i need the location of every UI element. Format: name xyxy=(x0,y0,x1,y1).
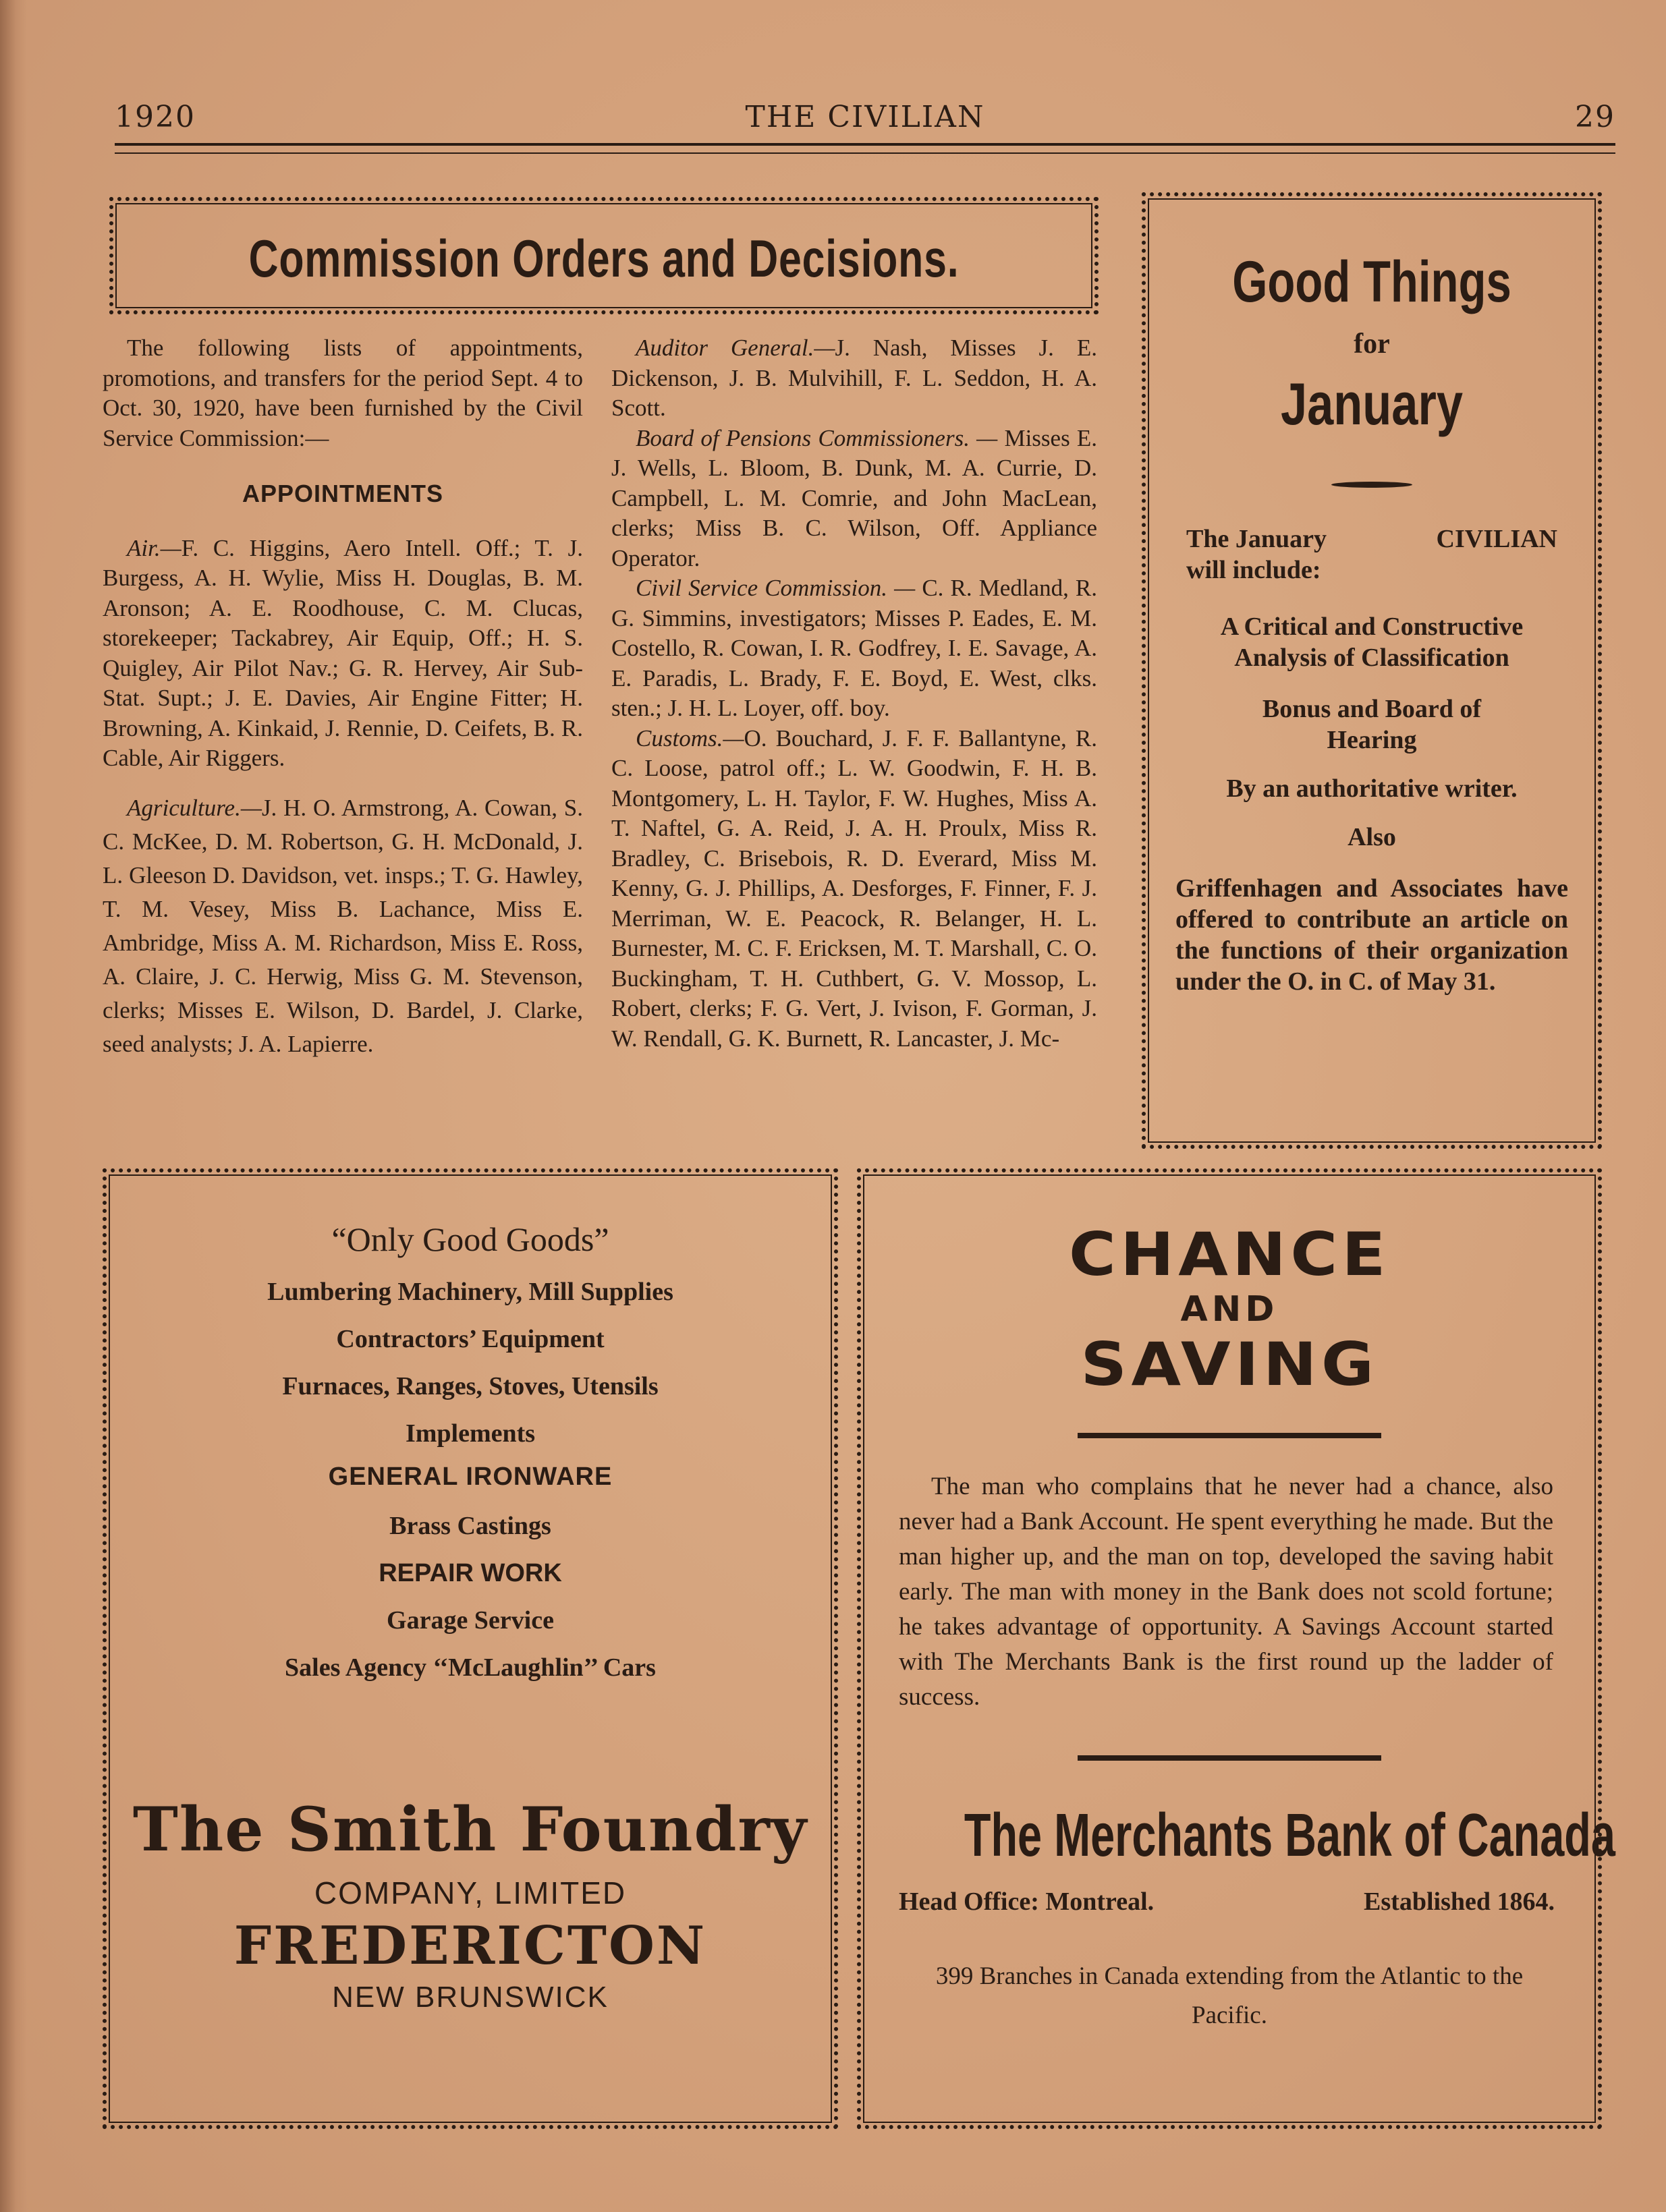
entry-dept: Agriculture.— xyxy=(127,794,262,821)
bank-saving-heading: SAVING xyxy=(1080,1330,1379,1399)
commission-intro: The following lists of appointments, promotions, and transfers for the period Sept. 4 to Oct. 30, 1920, have been furnished by the Civil Service Commission:— xyxy=(103,335,583,451)
smith-slogan: “Only Good Goods” xyxy=(331,1220,609,1258)
intro-include: will include: xyxy=(1186,556,1321,584)
entry-dept: Civil Service Commission. — xyxy=(636,575,916,601)
intro-lead: The January xyxy=(1186,525,1327,553)
bank-divider xyxy=(1078,1433,1381,1438)
running-head xyxy=(115,94,1615,139)
good-things-title: Good Things xyxy=(1232,250,1511,314)
smith-line: Sales Agency ‘‘McLaughlin’’ Cars xyxy=(285,1653,656,1682)
bank-established: Established 1864. xyxy=(1364,1888,1555,1916)
entry-text: Misses E. J. Wells, L. Bloom, B. Dunk, M. A. Currie, D. Campbell, L. M. Comrie, and John MacLean, clerks; Miss B. C. Wilson, Off. Appliance Operator. xyxy=(611,424,1097,571)
commission-title: Commission Orders and Decisions. xyxy=(248,229,960,288)
good-things-also: Also xyxy=(1348,823,1396,851)
bank-and-heading: AND xyxy=(1180,1289,1279,1330)
smith-line: Lumbering Machinery, Mill Supplies xyxy=(267,1278,673,1306)
bank-info-row xyxy=(861,1887,1598,1917)
entry-text: C. R. Medland, R. G. Simmins, investigators; Misses P. Eades, E. M. Costello, R. Cowan, I. R. Godfrey, I. E. Savage, A. E. Paradis, L. Brady, F. E. Boyd, E. West, clks. sten.; J. H. L. Loyer, off. boy. xyxy=(611,575,1097,721)
ornament-divider xyxy=(1146,479,1598,492)
entry-agriculture xyxy=(103,791,583,1061)
entry-text: O. Bouchard, J. F. F. Ballantyne, R. C. Loose, patrol off.; L. W. Goodwin, F. H. B. Montgomery, L. H. Taylor, F. W. Hughes, Miss A. T. Naftel, G. A. Reid, J. A. H. Proulx, Miss R. Bradley, C. Brisebois, R. D. Everard, Miss M. Kenny, G. J. Phillips, A. Desforges, F. Finner, F. J. Merriman, W. E. Peacock, R. Belanger, H. L. Burnester, M. C. F. Ericksen, M. T. Marshall, C. O. Buckingham, T. H. Cuthbert, G. V. Mossop, L. Robert, clerks; F. G. Vert, J. Ivison, F. Gorman, J. W. Rendall, G. K. Burnett, R. Lancaster, J. Mc- xyxy=(611,725,1097,1052)
smith-city: FREDERICTON xyxy=(233,1915,707,1977)
smith-line: REPAIR WORK xyxy=(379,1559,562,1587)
good-things-byline: By an authoritative writer. xyxy=(1226,774,1518,803)
entry-civil-service-commission xyxy=(611,573,1097,724)
entry-board-pensions xyxy=(611,424,1097,574)
good-things-month: January xyxy=(1280,370,1464,437)
good-things-item-2: Bonus and Board of Hearing xyxy=(1262,695,1482,754)
entry-dept: Customs.— xyxy=(636,725,744,751)
header-page-number: 29 xyxy=(1575,100,1615,134)
good-things-item-1: A Critical and Constructive Analysis of Classification xyxy=(1220,613,1524,672)
smith-general-ironware: GENERAL IRONWARE xyxy=(328,1463,613,1491)
entry-auditor-general xyxy=(611,333,1097,424)
entry-text: F. C. Higgins, Aero Intell. Off.; T. J. Burgess, A. H. Wylie, Miss H. Douglas, B. M. Aronson; A. E. Roodhouse, C. M. Clucas, storekeeper; Tackabrey, Air Equip, Off.; H. S. Quigley, Air Pilot Nav.; G. R. Hervey, Air Sub-Stat. Supt.; J. E. Davies, Air Engine Fitter; H. Browning, A. Kinkaid, J. Rennie, D. Ceifets, B. R. Cable, Air Riggers. xyxy=(103,534,583,771)
entry-text: J. H. O. Armstrong, A. Cowan, S. C. McKee, D. M. Robertson, G. H. McDonald, J. L. Gleeson D. Davidson, vet. insps.; T. G. Hawley, T. M. Vesey, Miss B. Lachance, Miss E. Ambridge, Miss A. M. Richardson, Miss E. Ross, A. Claire, J. C. Herwig, Miss G. M. Stevenson, clerks; Misses E. Wilson, D. Bardel, J. Clarke, seed analysts; J. A. Lapierre. xyxy=(103,794,583,1057)
good-things-closing: Griffenhagen and Associates have offered to contribute an article on the functions of their organization under the O. in C. of May 31. xyxy=(1175,874,1568,996)
article-column-2 xyxy=(611,333,1097,1054)
header-title: THE CIVILIAN xyxy=(745,100,985,134)
entry-text: J. Nash, Misses J. E. Dickenson, J. B. Mulvihill, F. L. Seddon, H. A. Scott. xyxy=(611,335,1097,421)
smith-company-limited: COMPANY, LIMITED xyxy=(314,1875,627,1910)
page-spine xyxy=(0,0,27,2212)
entry-dept: Auditor General.— xyxy=(636,335,835,361)
entry-dept: Board of Pensions Commissioners. — xyxy=(636,424,998,451)
entry-air xyxy=(103,534,583,774)
intro-civilian: CIVILIAN xyxy=(1436,525,1557,553)
bank-head-office: Head Office: Montreal. xyxy=(899,1888,1155,1916)
commission-title-box xyxy=(109,197,1099,314)
bank-chance-heading: CHANCE xyxy=(1069,1220,1390,1289)
appointments-heading: APPOINTMENTS xyxy=(242,480,443,507)
article-column-1 xyxy=(103,333,583,1061)
smith-line: Brass Castings xyxy=(389,1512,551,1540)
smith-foundry-ad xyxy=(103,1168,838,2129)
entry-customs xyxy=(611,724,1097,1054)
good-things-ad xyxy=(1142,192,1602,1149)
good-things-for: for xyxy=(1354,329,1390,360)
smith-line: Furnaces, Ranges, Stoves, Utensils xyxy=(282,1372,659,1400)
smith-line: Garage Service xyxy=(387,1606,554,1635)
smith-line: Implements xyxy=(405,1419,536,1448)
header-year: 1920 xyxy=(115,100,196,134)
bank-body-text: The man who complains that he never had a chance, also never had a Bank Account. He spent everything he made. But the man higher up, and the man on top, developed the saving habit early. The man with money in the Bank does not scold fortune; he takes advantage of opportunity. A Savings Account started with The Merchants Bank is the first round up the ladder of success. xyxy=(899,1473,1553,1711)
bank-name: The Merchants Bank of Canada xyxy=(964,1802,1615,1869)
bank-divider xyxy=(1078,1755,1381,1761)
merchants-bank-ad xyxy=(857,1168,1615,2129)
smith-line: Contractors’ Equipment xyxy=(336,1325,605,1353)
ornament-bar xyxy=(1331,482,1412,488)
bank-branches: 399 Branches in Canada extending from the Atlantic to the Pacific. xyxy=(935,1962,1524,2029)
entry-dept: Air.— xyxy=(127,534,182,561)
smith-province: NEW BRUNSWICK xyxy=(332,1981,609,2014)
smith-company-name: The Smith Foundry xyxy=(132,1794,808,1865)
good-things-intro xyxy=(1146,523,1598,586)
header-double-rule xyxy=(115,143,1615,154)
